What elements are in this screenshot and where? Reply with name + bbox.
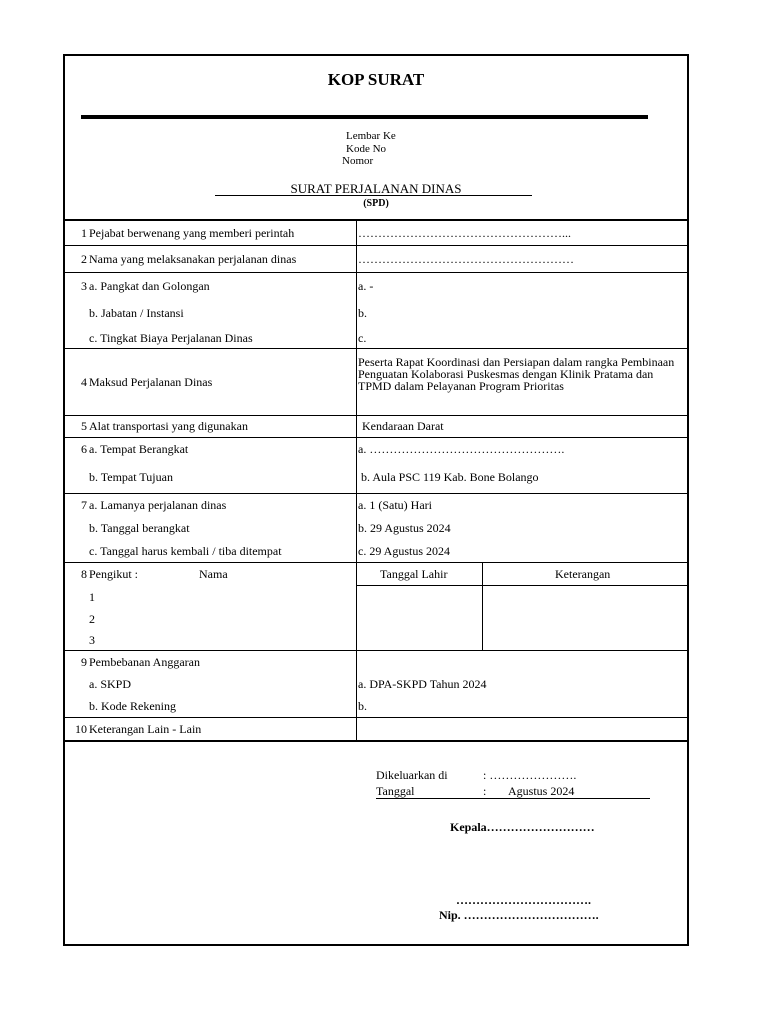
- row-value: ………………………………………………: [358, 252, 574, 266]
- row-value: b.: [358, 699, 367, 713]
- row-value: a. DPA-SKPD Tahun 2024: [358, 677, 487, 691]
- row-divider: [63, 348, 689, 349]
- signature-line: …………………………….: [456, 893, 591, 907]
- row-value: c. 29 Agustus 2024: [358, 544, 451, 558]
- nip-label: Nip. …………………………….: [439, 908, 599, 922]
- row-value: Peserta Rapat Koordinasi dan Persiapan dalam rangka Pembinaan Penguatan Kolaborasi Puskesmas dengan Klinik Pratama dan TPMD dalam Pelayanan Program Prioritas: [358, 355, 675, 393]
- column-divider: [356, 220, 357, 741]
- row-divider: [63, 245, 689, 246]
- kepala-label: Kepala………………………: [450, 820, 595, 834]
- row-value: Kendaraan Darat: [362, 419, 444, 433]
- row-value: c.: [358, 331, 367, 345]
- row-label: b. Kode Rekening: [89, 699, 176, 713]
- tanggal-underline: [376, 798, 650, 799]
- row-value: b.: [358, 306, 367, 320]
- row-label: c. Tanggal harus kembali / tiba ditempat: [89, 544, 282, 558]
- tanggal-colon: :: [483, 784, 487, 798]
- nomor: Nomor: [342, 155, 374, 167]
- row-divider: [63, 493, 689, 494]
- row-label: a. Lamanya perjalanan dinas: [89, 498, 227, 512]
- lembar-ke: Lembar Ke: [346, 130, 396, 142]
- row-number: 5: [81, 419, 87, 433]
- row-number: 9: [81, 655, 87, 669]
- row-label: a. Pangkat dan Golongan: [89, 279, 210, 293]
- dikeluarkan-value: : ………………….: [483, 768, 577, 782]
- row-number: 1: [81, 226, 87, 240]
- row-number: 8: [81, 567, 87, 581]
- row-label: b. Tanggal berangkat: [89, 521, 190, 535]
- header-rule: [81, 115, 648, 119]
- column-header-tanggal-lahir: Tanggal Lahir: [380, 567, 448, 581]
- row-value: b. Aula PSC 119 Kab. Bone Bolango: [361, 470, 539, 484]
- column-header-keterangan: Keterangan: [555, 567, 611, 581]
- kop-surat-title: KOP SURAT: [327, 70, 425, 89]
- row-value: ……………………………………………...: [358, 226, 571, 240]
- row-value: a. 1 (Satu) Hari: [358, 498, 432, 512]
- row-divider: [63, 562, 689, 563]
- row-label: Pengikut :: [89, 567, 139, 581]
- row-label: b. Jabatan / Instansi: [89, 306, 184, 320]
- row-divider: [356, 585, 689, 586]
- pengikut-item: 2: [89, 612, 95, 626]
- dikeluarkan-label: Dikeluarkan di: [376, 768, 448, 782]
- row-label: c. Tingkat Biaya Perjalanan Dinas: [89, 331, 253, 345]
- row-divider: [63, 272, 689, 273]
- row-number: 10: [75, 722, 87, 736]
- row-divider: [63, 415, 689, 416]
- row-value: a. ………………………………………….: [358, 442, 565, 456]
- row-number: 3: [81, 279, 87, 293]
- kode-no: Kode No: [346, 143, 387, 155]
- row-divider: [63, 437, 689, 438]
- row-label: Nama yang melaksanakan perjalanan dinas: [89, 252, 297, 266]
- document-subtitle: (SPD): [363, 198, 389, 209]
- tanggal-label: Tanggal: [376, 784, 415, 798]
- column-divider: [482, 562, 483, 650]
- row-number: 4: [81, 375, 87, 389]
- pengikut-item: 3: [89, 633, 95, 647]
- row-number: 7: [81, 498, 87, 512]
- column-header-nama: Nama: [199, 567, 228, 581]
- pengikut-item: 1: [89, 590, 95, 604]
- row-label: Pejabat berwenang yang memberi perintah: [89, 226, 295, 240]
- row-number: 2: [81, 252, 87, 266]
- row-divider: [63, 717, 689, 718]
- row-label: Maksud Perjalanan Dinas: [89, 375, 213, 389]
- row-label: a. SKPD: [89, 677, 132, 691]
- row-value: b. 29 Agustus 2024: [358, 521, 451, 535]
- row-divider: [63, 650, 689, 651]
- table-bottom-line: [63, 740, 689, 742]
- row-label: Alat transportasi yang digunakan: [89, 419, 248, 433]
- document-title: SURAT PERJALANAN DINAS: [290, 181, 462, 196]
- row-label: Pembebanan Anggaran: [89, 655, 200, 669]
- row-value: a. -: [358, 279, 374, 293]
- tanggal-value: Agustus 2024: [508, 784, 575, 798]
- row-label: Keterangan Lain - Lain: [89, 722, 202, 736]
- row-label: b. Tempat Tujuan: [89, 470, 173, 484]
- row-label: a. Tempat Berangkat: [89, 442, 189, 456]
- row-number: 6: [81, 442, 87, 456]
- table-top-line: [63, 219, 689, 221]
